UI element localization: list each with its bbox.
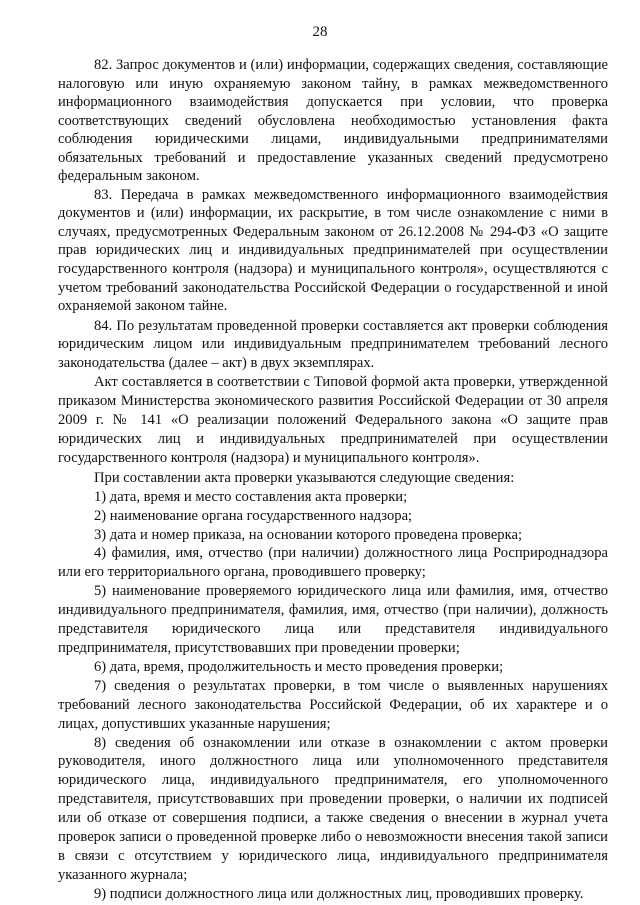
list-item-5: 5) наименование проверяемого юридического лица или фамилия, имя, отчество индивидуального предпринимателя, фамилия, имя, отчество (при наличии), должность представителя юридического лица или представителя индивидуального предпринимателя, присутствовавших при проведении проверки; — [58, 583, 608, 656]
paragraph-84: 84. По результатам проведенной проверки составляется акт проверки соблюдения юридическим лицом или индивидуальным предпринимателем требований лесного законодательства (далее – акт) в двух экземплярах. — [58, 317, 608, 371]
page-number: 28 — [312, 24, 328, 40]
paragraph-82: 82. Запрос документов и (или) информации, содержащих сведения, составляющие налоговую или иную охраняемую законом тайну, в рамках межведомственного информационного взаимодействия допускается при условии, что проверка соответствующих сведений обусловлена необходимостью установления факта соблюдения юридическими лицами, индивидуальными предпринимателями обязательных требований и предоставление указанных сведений предусмотрено федеральным законом. — [58, 57, 608, 185]
list-item-1: 1) дата, время и место составления акта проверки; — [94, 488, 408, 505]
paragraph-act-contents-intro: При составлении акта проверки указываются следующие сведения: — [94, 469, 515, 486]
list-item-6: 6) дата, время, продолжительность и место проведения проверки; — [94, 658, 504, 675]
list-item-4: 4) фамилия, имя, отчество (при наличии) должностного лица Росприроднадзора или его территориального органа, проводившего проверку; — [58, 545, 608, 581]
paragraph-act-form: Акт составляется в соответствии с Типовой формой акта проверки, утвержденной приказом Министерства экономического развития Российской Федерации от 30 апреля 2009 г. № 141 «О реализации положений Федерального закона «О защите прав юридических лиц и индивидуальных предпринимателей при осуществлении государственного контроля (надзора) и муниципального контроля». — [58, 374, 608, 466]
list-item-3: 3) дата и номер приказа, на основании которого проведена проверка; — [94, 526, 523, 543]
document-body — [58, 56, 608, 904]
paragraph-83: 83. Передача в рамках межведомственного информационного взаимодействия документов и (или) информации, их раскрытие, в том числе ознакомление с ними в случаях, предусмотренных Федеральным законом от 26.12.2008 № 294-ФЗ «О защите прав юридических лиц и индивидуальных предпринимателей при осуществлении государственного контроля (надзора) и муниципального контроля», осуществляются с учетом требований законодательства Российской Федерации о государственной и иной охраняемой законом тайне. — [58, 186, 608, 315]
list-item-8: 8) сведения об ознакомлении или отказе в ознакомлении с актом проверки руководителя, иного должностного лица или уполномоченного представителя юридического лица, индивидуального предпринимателя, его уполномоченного представителя, присутствовавших при проведении проверки, о наличии их подписей или об отказе от совершения подписи, а также сведения о внесении в журнал учета проверок записи о проведенной проверке либо о невозможности внесения такой записи в связи с отсутствием у юридического лица, индивидуального предпринимателя указанного журнала; — [58, 734, 608, 883]
list-item-9: 9) подписи должностного лица или должностных лиц, проводивших проверку. — [94, 885, 584, 902]
list-item-2: 2) наименование органа государственного надзора; — [94, 507, 413, 524]
list-item-7: 7) сведения о результатах проверки, в том числе о выявленных нарушениях требований лесного законодательства Российской Федерации, об их характере и о лицах, допустивших указанные нарушения; — [58, 677, 608, 732]
